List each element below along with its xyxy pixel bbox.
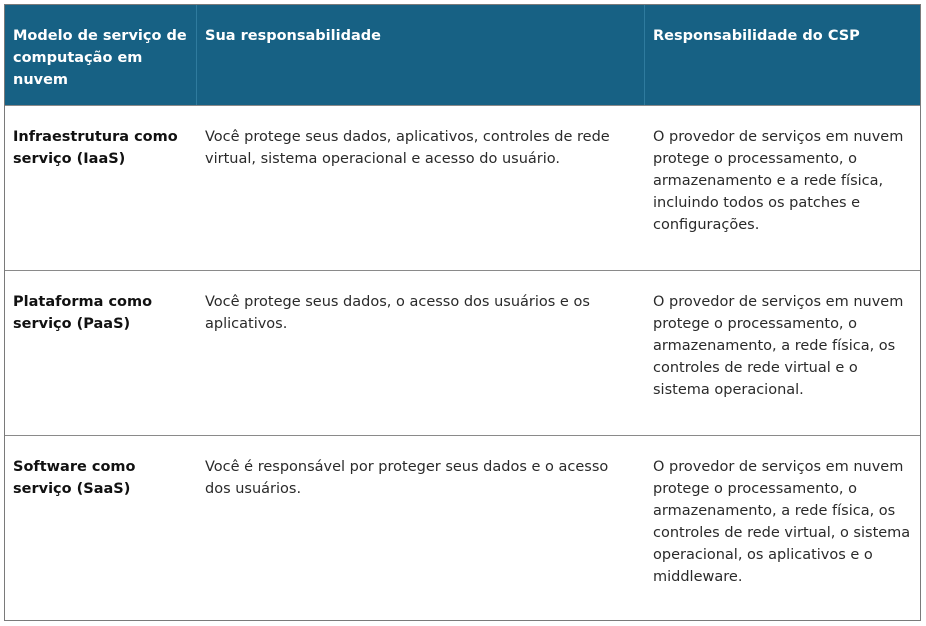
responsibility-table (4, 4, 921, 621)
table-row (5, 270, 920, 435)
row-csp-responsibility: O provedor de serviços em nuvem protege o processamento, o armazenamento, a rede física, os controles de rede virtual, o sistema operacional, os aplicativos e o middleware. (653, 459, 911, 585)
row-your-responsibility: Você protege seus dados, o acesso dos usuários e os aplicativos. (205, 294, 590, 332)
row-your-responsibility: Você protege seus dados, aplicativos, controles de rede virtual, sistema operacional e acesso do usuário. (205, 129, 610, 167)
row-csp-responsibility: O provedor de serviços em nuvem protege o processamento, o armazenamento e a rede física, incluindo todos os patches e configurações. (653, 129, 904, 233)
table-row (5, 435, 920, 621)
table-header-row (5, 5, 920, 105)
header-csp-responsibility: Responsabilidade do CSP (653, 28, 860, 44)
header-your-responsibility: Sua responsabilidade (197, 5, 645, 105)
row-csp-responsibility: O provedor de serviços em nuvem protege o processamento, o armazenamento, a rede física, os controles de rede virtual e o sistema operacional. (653, 294, 904, 398)
row-model: Infraestrutura como serviço (IaaS) (13, 129, 178, 167)
row-your-responsibility: Você é responsável por proteger seus dados e o acesso dos usuários. (205, 459, 609, 497)
row-model: Plataforma como serviço (PaaS) (13, 294, 153, 332)
row-model: Software como serviço (SaaS) (13, 459, 136, 497)
header-model: Modelo de serviço de computação em nuvem (5, 5, 197, 105)
table-row (5, 105, 920, 270)
